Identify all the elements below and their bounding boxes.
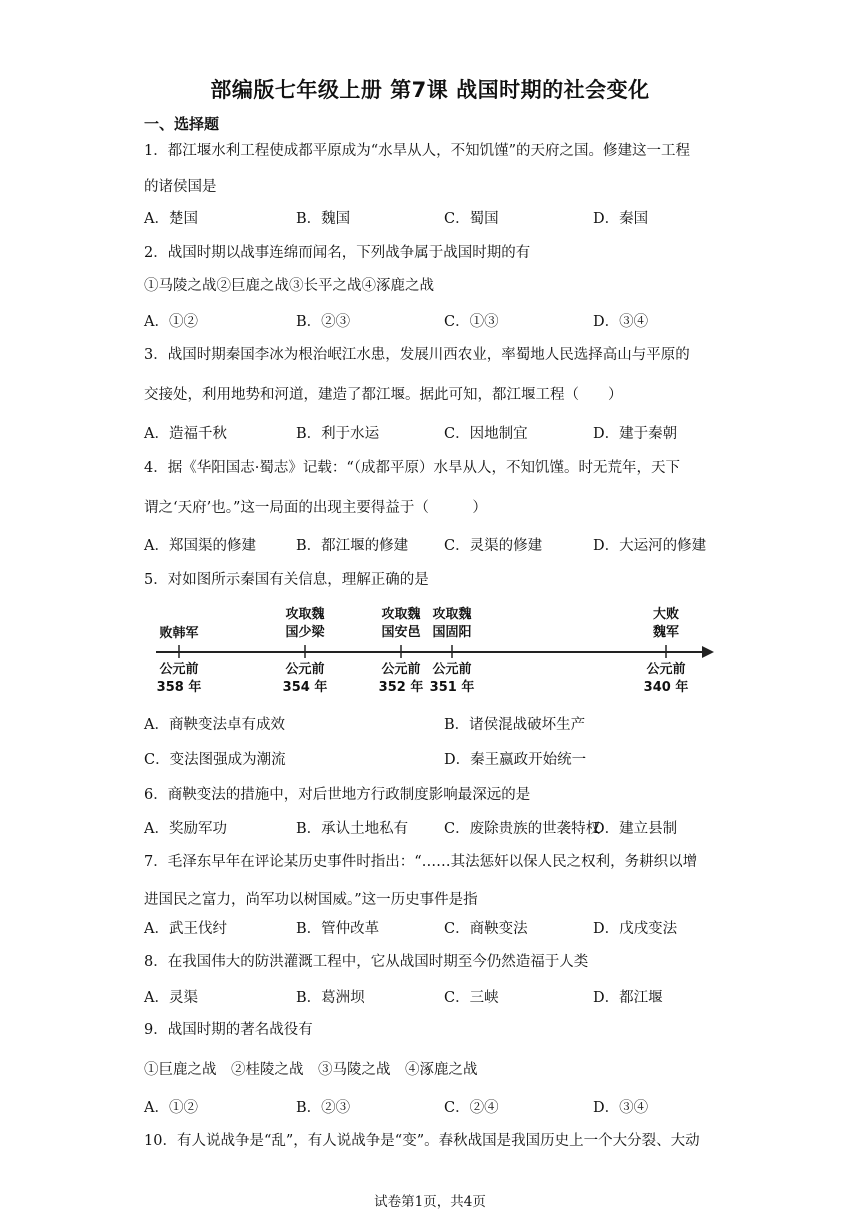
question-1-option-a[interactable]: A．楚国 [144,211,198,227]
question-3-option-d[interactable]: D．建于秦朝 [593,426,678,442]
question-4-option-a[interactable]: A．郑国渠的修建 [144,538,256,554]
question-8-option-c[interactable]: C．三峡 [444,990,499,1006]
question-3-line-2: 交接处，利用地势和河道，建造了都江堰。据此可知，都江堰工程（ ） [144,387,623,403]
question-3-option-c[interactable]: C．因地制宜 [444,426,528,442]
question-1-line-1: 1．都江堰水利工程使成都平原成为“水旱从人，不知饥馑”的天府之国。修建这一工程 [144,143,691,159]
timeline-event-label: 魏军 [652,625,680,640]
question-8-line-1: 8．在我国伟大的防洪灌溉工程中，它从战国时期至今仍然造福于人类 [144,954,589,970]
timeline-event-label: 败韩军 [159,626,199,641]
question-6-option-a[interactable]: A．奖励军功 [144,821,227,837]
question-1-line-2: 的诸侯国是 [144,179,217,195]
timeline-year-label: 340 年 [643,680,689,695]
question-4-option-b[interactable]: B．都江堰的修建 [296,538,409,554]
question-5-line-1: 5．对如图所示秦国有关信息，理解正确的是 [144,572,429,588]
question-2-option-d[interactable]: D．③④ [593,314,649,330]
question-9-option-c[interactable]: C．②④ [444,1100,499,1116]
question-4-options [144,534,724,556]
question-2-option-c[interactable]: C．①③ [444,314,499,330]
timeline-year-label: 公元前 [381,662,421,677]
question-7-option-b[interactable]: B．管仲改革 [296,921,380,937]
section-heading: 一、选择题 [144,115,220,133]
timeline-arrow [702,646,714,658]
question-2-line-2: ①马陵之战②巨鹿之战③长平之战④涿鹿之战 [144,278,434,294]
question-6-options [144,817,724,839]
timeline-year-label: 公元前 [432,662,472,677]
timeline-event-label: 国安邑 [381,625,421,640]
timeline-year-label: 352 年 [378,680,424,695]
question-6-option-d[interactable]: D．建立县制 [593,821,678,837]
timeline-year-label: 公元前 [285,662,325,677]
question-7-option-c[interactable]: C．商鞅变法 [444,921,528,937]
question-5-option-a[interactable]: A．商鞅变法卓有成效 [144,717,285,733]
question-5-option-b[interactable]: B．诸侯混战破坏生产 [444,717,586,733]
question-6-option-c[interactable]: C．废除贵族的世袭特权 [444,821,601,837]
question-9-line-2: ①巨鹿之战 ②桂陵之战 ③马陵之战 ④涿鹿之战 [144,1062,478,1078]
page-title: 部编版七年级上册 第7课 战国时期的社会变化 [210,78,650,102]
question-4-option-c[interactable]: C．灵渠的修建 [444,538,543,554]
question-7-option-d[interactable]: D．戊戌变法 [593,921,678,937]
timeline-year-label: 公元前 [646,662,686,677]
question-3-option-b[interactable]: B．利于水运 [296,426,380,442]
timeline-year-label: 358 年 [156,680,202,695]
question-7-line-2: 进国民之富力，尚军功以树国威。”这一历史事件是指 [144,892,478,908]
timeline-event-label: 攻取魏 [432,607,472,622]
question-5-option-c[interactable]: C．变法图强成为潮流 [144,752,286,768]
question-1-options [144,207,724,229]
question-8-option-b[interactable]: B．葛洲坝 [296,990,365,1006]
question-4-line-2: 谓之‘天府’也。”这一局面的出现主要得益于（ ） [144,500,487,516]
question-8-option-a[interactable]: A．灵渠 [144,990,198,1006]
timeline-event-label: 攻取魏 [285,607,325,622]
question-7-options [144,917,724,939]
question-2-option-b[interactable]: B．②③ [296,314,351,330]
question-3-line-1: 3．战国时期秦国李冰为根治岷江水患，发展川西农业，率蜀地人民选择高山与平原的 [144,347,690,363]
question-4-option-d[interactable]: D．大运河的修建 [593,538,707,554]
question-5-options [144,713,724,735]
question-8-options [144,986,724,1008]
question-2-option-a[interactable]: A．①② [144,314,198,330]
timeline-event-label: 大败 [652,607,680,622]
question-7-option-a[interactable]: A．武王伐纣 [144,921,227,937]
question-7-line-1: 7．毛泽东早年在评论某历史事件时指出：“……其法惩奸以保人民之权利，务耕织以增 [144,854,698,870]
question-1-option-c[interactable]: C．蜀国 [444,211,499,227]
question-10-line-1: 10．有人说战争是“乱”，有人说战争是“变”。春秋战国是我国历史上一个大分裂、大动 [144,1133,700,1149]
question-9-option-d[interactable]: D．③④ [593,1100,649,1116]
timeline-event-label: 攻取魏 [381,607,421,622]
question-8-option-d[interactable]: D．都江堰 [593,990,663,1006]
question-3-option-a[interactable]: A．造福千秋 [144,426,227,442]
question-3-options [144,422,724,444]
question-1-option-d[interactable]: D．秦国 [593,211,649,227]
timeline-event-label: 国固阳 [432,625,472,640]
timeline-year-label: 公元前 [159,662,199,677]
question-4-line-1: 4．据《华阳国志·蜀志》记载：“（成都平原）水旱从人，不知饥馑。时无荒年，天下 [144,460,680,476]
question-5-options [144,748,724,770]
question-9-line-1: 9．战国时期的著名战役有 [144,1022,313,1038]
timeline-year-label: 351 年 [429,680,475,695]
timeline-event-label: 国少梁 [285,625,325,640]
timeline-year-label: 354 年 [282,680,328,695]
question-1-option-b[interactable]: B．魏国 [296,211,351,227]
question-2-options [144,310,724,332]
question-2-line-1: 2．战国时期以战事连绵而闻名，下列战争属于战国时期的有 [144,245,531,261]
question-9-options [144,1096,724,1118]
question-6-line-1: 6．商鞅变法的措施中，对后世地方行政制度影响最深远的是 [144,787,531,803]
question-5-option-d[interactable]: D．秦王嬴政开始统一 [444,752,587,768]
question-9-option-a[interactable]: A．①② [144,1100,198,1116]
question-6-option-b[interactable]: B．承认土地私有 [296,821,409,837]
question-9-option-b[interactable]: B．②③ [296,1100,351,1116]
timeline-figure [144,600,724,700]
page-footer: 试卷第1页，共4页 [374,1194,486,1210]
